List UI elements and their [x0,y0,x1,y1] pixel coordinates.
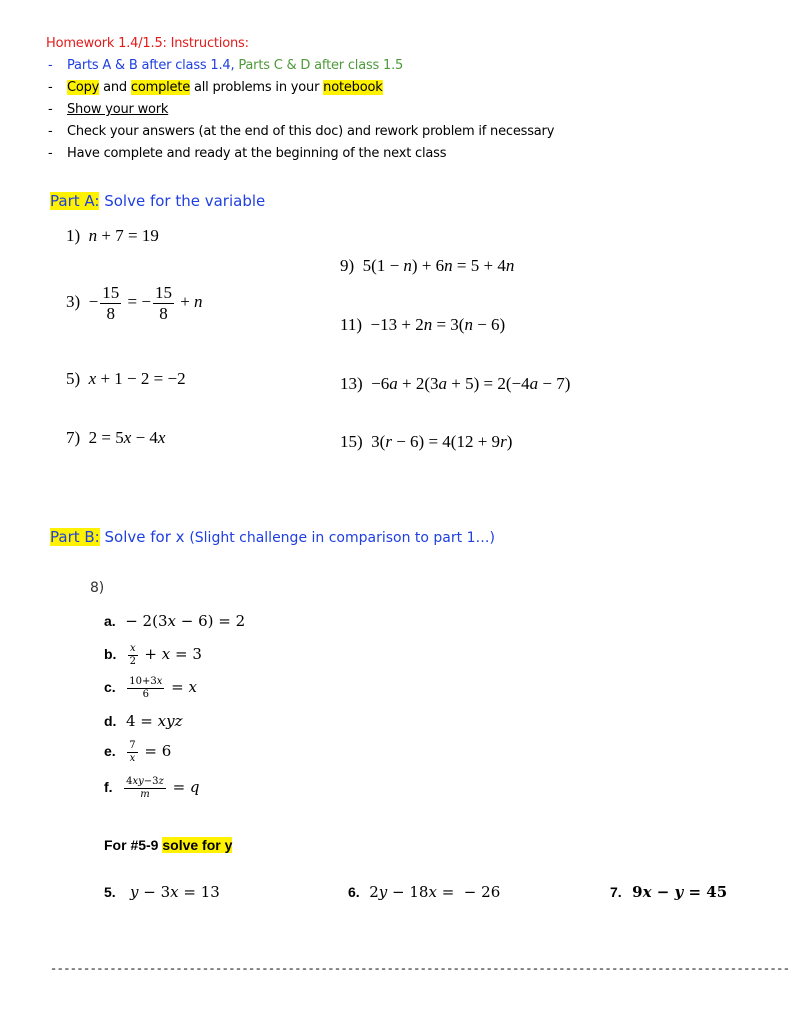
problem-8a: a. − 2(3x − 6) = 2 [104,612,246,630]
bullet-dash: - [48,124,53,139]
problem-number: 11) [340,315,363,334]
problem-number: 13) [340,374,363,393]
check-answers-text: Check your answers (at the end of this doc) and rework problem if necessary [67,124,555,139]
ready-text: Have complete and ready at the beginning of the next class [67,146,447,161]
bullet-dash: - [48,80,53,95]
part-b-label: Part B: [50,528,100,546]
bullet-dash: - [48,102,53,117]
solve-prefix: For #5-9 [104,837,159,853]
part-a-title: Solve for the variable [104,192,266,210]
problem-5: 5) x + 1 − 2 = −2 [66,369,186,388]
homework-title: Homework 1.4/1.5: Instructions: [46,36,249,51]
problem-8-number: 8) [90,580,104,596]
problem-7b: 7. 9x − y = 45 [610,883,728,901]
problem-3: 3) − $\frac{15}{8}$ = − $\frac{15}{8}$ + n [66,283,203,323]
part-b-note: (Slight challenge in comparison to part 1…) [189,530,495,546]
problem-13: 13) −6a + 2(3a + 5) = 2(−4a − 7) [340,374,571,393]
problem-8f: f. $\frac{4xy-3z}{m}$ = q [104,776,200,800]
notebook-highlight: notebook [323,80,383,95]
copy-highlight: Copy [67,80,100,95]
parts-ab-text: Parts A & B after class 1.4, [67,58,235,73]
problem-8b: b. $\frac{x}{2}$ + x = 3 [104,643,202,667]
item-label: 7. [610,884,622,900]
problem-5b: 5. y − 3x = 13 [104,883,220,901]
and-text: and [103,80,127,95]
problem-number: 15) [340,432,363,451]
problem-number: 9) [340,256,355,275]
item-label: 5. [104,884,116,900]
bullet-dash: - [48,146,53,161]
show-work-text: Show your work [67,102,169,117]
problem-15: 15) 3(r − 6) = 4(12 + 9r) [340,432,513,451]
complete-highlight: complete [130,80,191,95]
item-label: c. [104,679,116,695]
instruction-line-3 [0,102,768,122]
problem-9: 9) 5(1 − n) + 6n = 5 + 4n [340,256,515,275]
part-b-heading [50,528,495,546]
problem-8e: e. $\frac{7}{x}$ = 6 [104,740,172,764]
item-label: b. [104,646,117,662]
problem-8c: c. $\frac{10+3x}{6}$ = x [104,676,197,700]
parts-cd-text: Parts C & D after class 1.5 [238,58,404,73]
part-a-label: Part A: [50,192,100,210]
problem-8d: d. 4 = xyz [104,712,183,730]
problem-number: 3) [66,291,81,311]
problem-6b: 6. 2y − 18x = − 26 [348,883,501,901]
problem-11: 11) −13 + 2n = 3(n − 6) [340,315,506,334]
solve-for-y-heading [104,837,232,853]
notebook-text: all problems in your [193,80,320,95]
problem-number: 7) [66,428,81,447]
item-label: e. [104,743,116,759]
problem-7: 7) 2 = 5x − 4x [66,428,166,447]
instruction-line-5 [0,146,768,166]
solve-for-y-highlight: solve for y [162,837,233,853]
problem-1: 1) n + 7 = 19 [66,226,159,245]
problem-number: 1) [66,226,81,245]
instruction-line-4 [0,124,768,144]
item-label: a. [104,613,116,629]
part-a-heading [50,192,265,210]
instruction-line-2 [0,80,768,100]
problem-number: 5) [66,369,81,388]
item-label: d. [104,713,117,729]
bullet-dash: - [48,58,53,73]
instruction-line-1 [0,58,768,78]
item-label: 6. [348,884,360,900]
dashed-divider: ---------------------------------------------------------------------------------------------------------------- [50,962,789,976]
item-label: f. [104,779,113,795]
part-b-title: Solve for x [104,528,185,546]
